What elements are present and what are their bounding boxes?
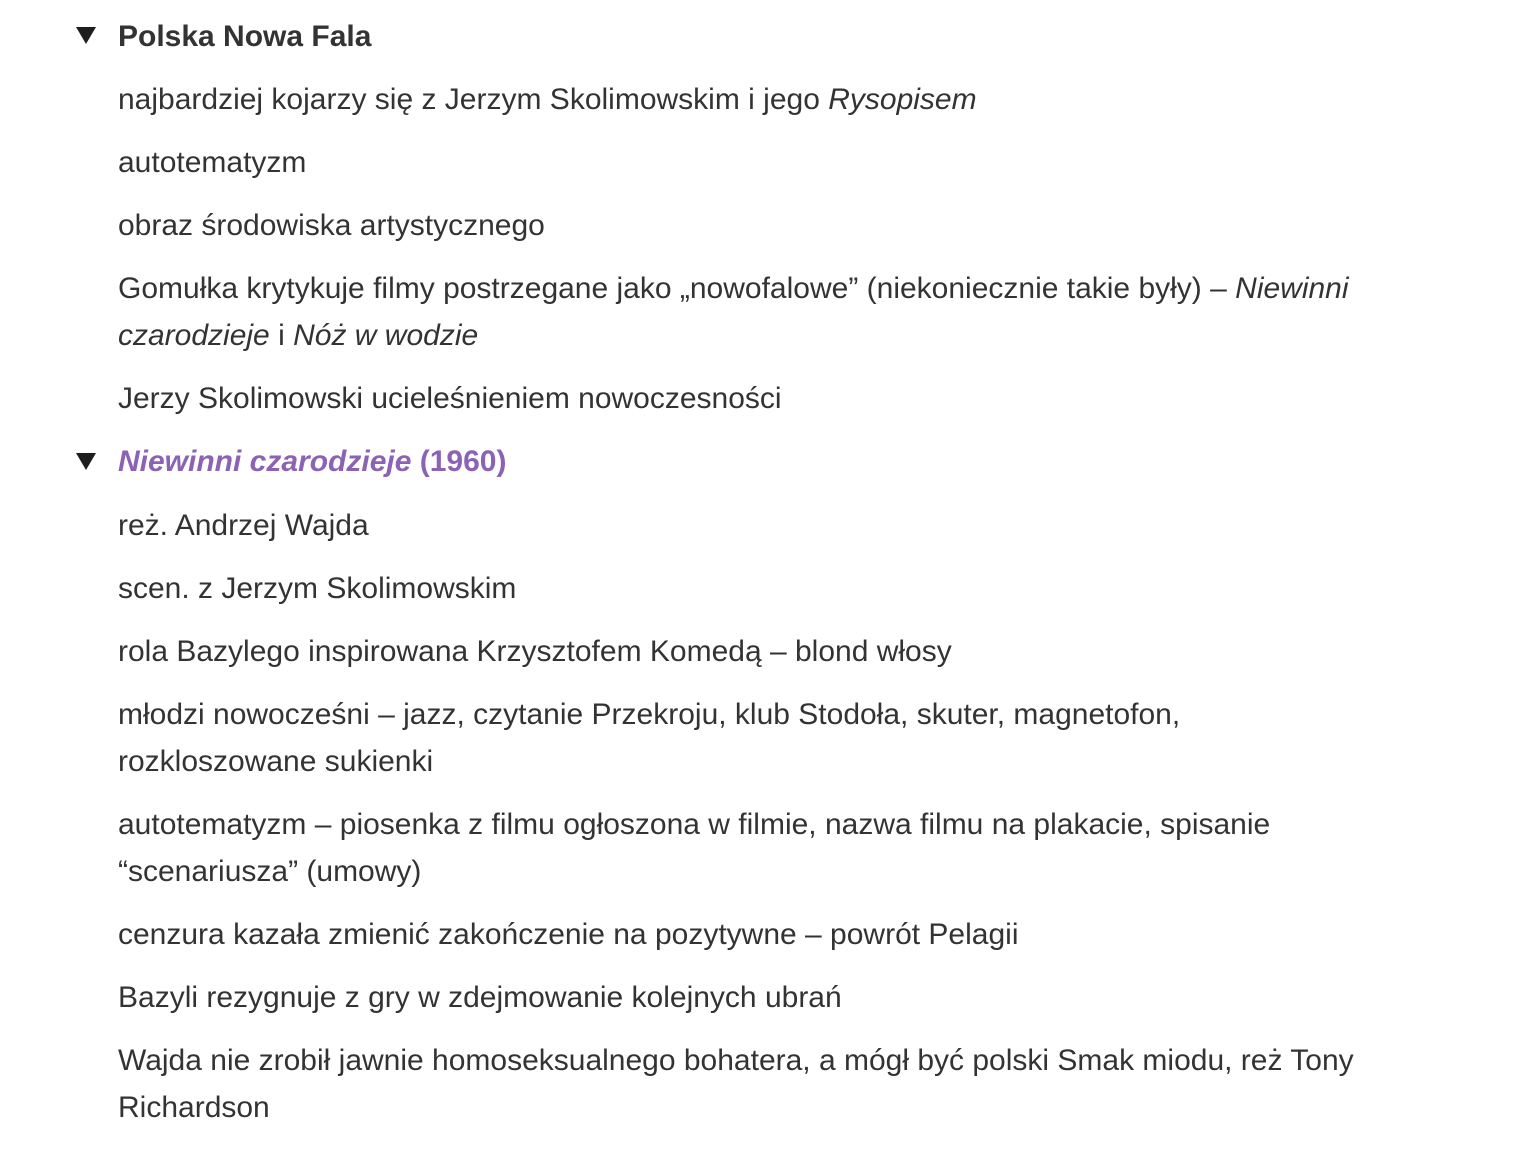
list-item: autotematyzm – piosenka z filmu ogłoszona w filmie, nazwa filmu na plakacie, spisanie “scenariusza” (umowy): [118, 808, 1271, 888]
film-title: Nóż w wodzie: [293, 319, 479, 352]
film-title: Niewinni czarodzieje: [118, 272, 1349, 352]
film-title: Rysopisem: [828, 83, 977, 116]
section-title: Polska Nowa Fala: [118, 20, 372, 53]
list-item: autotematyzm: [118, 146, 307, 179]
list-item: Gomułka krytykuje filmy postrzegane jako „nowofalowe” (niekoniecznie takie były) – Niewinni czarodzieje i Nóż w wodzie: [118, 272, 1349, 352]
toggle-niewinni-czarodzieje[interactable]: [72, 447, 100, 475]
list-item: rola Bazylego inspirowana Krzysztofem Komedą – blond włosy: [118, 635, 952, 668]
list-item: Bazyli rezygnuje z gry w zdejmowanie kolejnych ubrań: [118, 981, 842, 1014]
section-heading[interactable]: [118, 17, 371, 57]
section-heading[interactable]: [118, 442, 506, 482]
triangle-down-icon: [76, 27, 96, 44]
list-item: młodzi nowocześni – jazz, czytanie Przekroju, klub Stodoła, skuter, magnetofon, rozkloszowane sukienki: [118, 698, 1181, 778]
list-item: Wajda nie zrobił jawnie homoseksualnego bohatera, a mógł być polski Smak miodu, reż Tony Richardson: [118, 1044, 1354, 1124]
list-item: scen. z Jerzym Skolimowskim: [118, 572, 517, 605]
list-item: Jerzy Skolimowski ucieleśnieniem nowoczesności: [118, 382, 782, 415]
section-title-year: (1960): [411, 445, 507, 478]
list-item: cenzura kazała zmienić zakończenie na pozytywne – powrót Pelagii: [118, 918, 1019, 951]
triangle-down-icon: [76, 453, 96, 470]
section-title-film: Niewinni czarodzieje: [118, 445, 412, 478]
list-item: reż. Andrzej Wajda: [118, 509, 369, 542]
toggle-polska-nowa-fala[interactable]: [72, 21, 100, 49]
list-item: obraz środowiska artystycznego: [118, 209, 545, 242]
list-item: najbardziej kojarzy się z Jerzym Skolimowskim i jego Rysopisem: [118, 83, 977, 116]
